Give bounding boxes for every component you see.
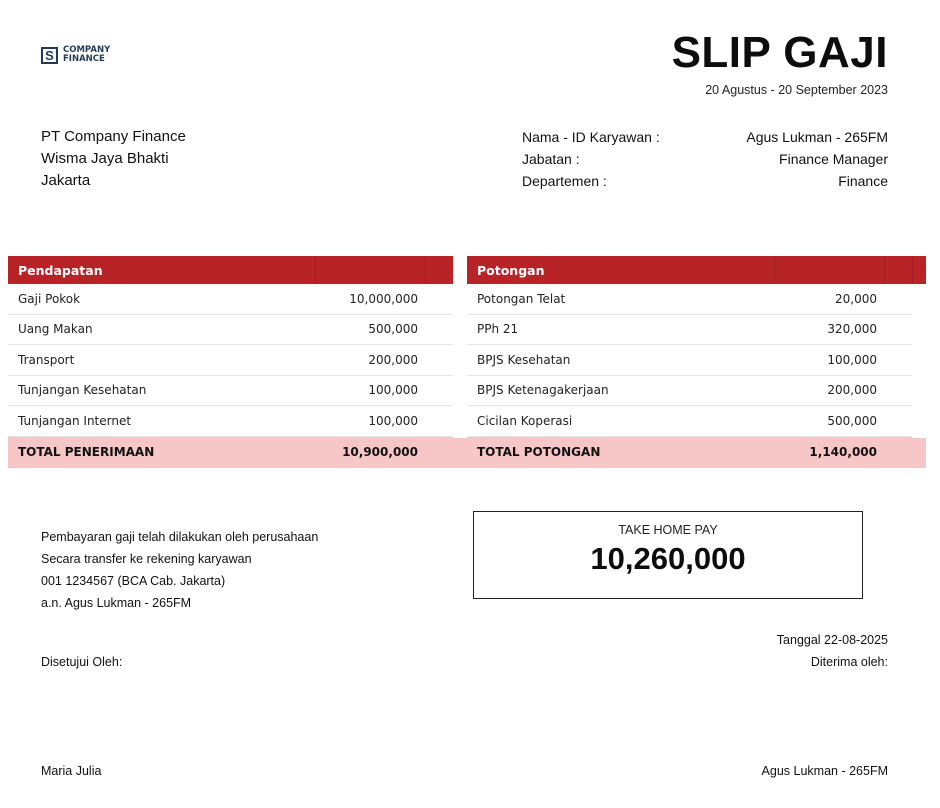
company-logo: [41, 46, 110, 64]
logo-text: [63, 46, 110, 64]
deduction-value: 20,000: [835, 291, 877, 306]
employee-position-value: Finance Manager: [779, 151, 888, 167]
earnings-total-label: TOTAL PENERIMAAN: [18, 444, 155, 459]
payment-note-line: a.n. Agus Lukman - 265FM: [41, 596, 192, 610]
receiver-name: Agus Lukman - 265FM: [761, 764, 888, 778]
earnings-total-row: [8, 437, 453, 467]
company-building: Wisma Jaya Bhakti: [41, 150, 169, 167]
company-info: [41, 126, 186, 192]
table-row: [467, 284, 912, 315]
earning-label: Uang Makan: [18, 322, 93, 337]
earning-value: 200,000: [368, 352, 418, 367]
employee-values: [746, 126, 888, 192]
approver-name: Maria Julia: [41, 764, 102, 778]
deduction-value: 500,000: [827, 413, 877, 428]
deduction-value: 320,000: [827, 322, 877, 337]
payment-note-line: Pembayaran gaji telah dilakukan oleh perusahaan: [41, 530, 319, 544]
company-name: PT Company Finance: [41, 128, 186, 145]
earnings-header: [8, 256, 453, 284]
payment-note-line: 001 1234567 (BCA Cab. Jakarta): [41, 574, 226, 588]
earnings-table: [8, 256, 453, 467]
deductions-table: [467, 256, 912, 467]
table-row: [8, 315, 453, 346]
header-divider: [884, 256, 885, 284]
payment-note: [41, 526, 318, 614]
signature-date: Tanggal 22-08-2025: [776, 633, 888, 647]
deduction-label: BPJS Kesehatan: [477, 352, 571, 367]
employee-department-value: Finance: [838, 173, 888, 189]
earning-label: Transport: [18, 352, 75, 367]
deduction-label: BPJS Ketenagakerjaan: [477, 383, 609, 398]
header-divider: [425, 256, 426, 284]
table-row: [467, 345, 912, 376]
company-city: Jakarta: [41, 172, 91, 189]
table-row: [8, 376, 453, 407]
approved-by-label: Disetujui Oleh:: [41, 655, 123, 669]
earning-value: 100,000: [368, 383, 418, 398]
deductions-header-label: Potongan: [477, 262, 545, 278]
table-row: [467, 406, 912, 437]
employee-name-value: Agus Lukman - 265FM: [746, 129, 888, 145]
table-row: [467, 376, 912, 407]
earnings-total-value: 10,900,000: [342, 444, 418, 459]
deductions-total-value: 1,140,000: [809, 444, 877, 459]
earning-value: 10,000,000: [349, 291, 418, 306]
take-home-pay-box: [473, 511, 863, 599]
take-home-pay-label: TAKE HOME PAY: [618, 523, 718, 537]
earning-value: 500,000: [368, 322, 418, 337]
employee-labels: [522, 126, 660, 192]
deduction-label: Potongan Telat: [477, 291, 566, 306]
payment-note-line: Secara transfer ke rekening karyawan: [41, 552, 252, 566]
earning-label: Tunjangan Internet: [18, 413, 132, 428]
deductions-total-row: [467, 437, 912, 467]
document-title: SLIP GAJI: [671, 28, 888, 77]
employee-position-label: Jabatan :: [522, 151, 580, 167]
deductions-total-label: TOTAL POTONGAN: [477, 444, 601, 459]
logo-line-2: FINANCE: [63, 54, 105, 64]
deduction-value: 100,000: [827, 352, 877, 367]
earnings-header-label: Pendapatan: [18, 262, 103, 278]
employee-name-label: Nama - ID Karyawan :: [522, 129, 660, 145]
pay-period: 20 Agustus - 20 September 2023: [705, 83, 888, 97]
table-row: [8, 406, 453, 437]
table-row: [467, 315, 912, 346]
take-home-pay-value: 10,260,000: [590, 541, 746, 576]
header-divider: [774, 256, 775, 284]
earning-label: Gaji Pokok: [18, 291, 81, 306]
employee-department-label: Departemen :: [522, 173, 607, 189]
deductions-header: [467, 256, 926, 284]
header-divider: [912, 256, 913, 284]
logo-line-1: COMPANY: [63, 45, 111, 55]
table-row: [8, 284, 453, 315]
deduction-label: PPh 21: [477, 322, 519, 337]
deduction-label: Cicilan Koperasi: [477, 413, 573, 428]
earning-label: Tunjangan Kesehatan: [18, 383, 147, 398]
header-divider: [315, 256, 316, 284]
logo-mark: S: [41, 47, 58, 64]
earning-value: 100,000: [368, 413, 418, 428]
received-by-label: Diterima oleh:: [810, 655, 888, 669]
table-row: [8, 345, 453, 376]
deduction-value: 200,000: [827, 383, 877, 398]
